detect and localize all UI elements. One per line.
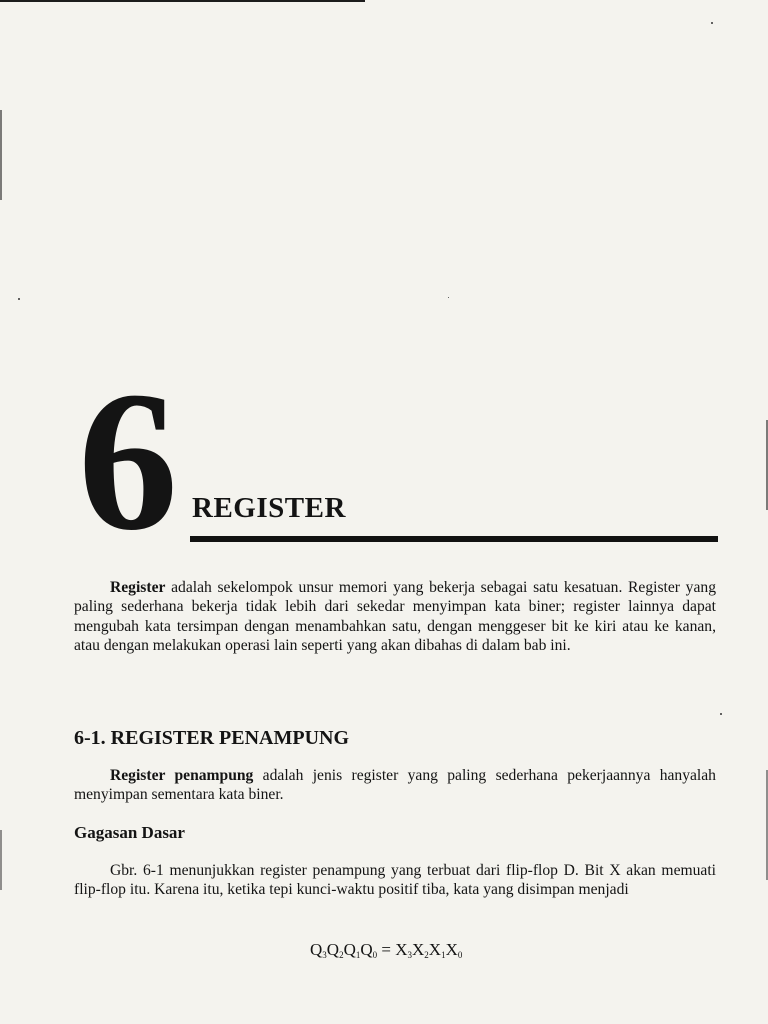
scan-artifact-top-line	[0, 0, 365, 2]
scan-artifact-left-edge	[0, 830, 2, 890]
section-text: adalah jenis register yang paling sederhana pekerjaannya hanyalah menyimpan sementara kata biner.	[74, 767, 716, 804]
scan-speck	[720, 713, 722, 715]
equation-q1: $Q_1$	[343, 940, 361, 960]
chapter-number: 6	[78, 351, 174, 572]
equation-q3: $Q_3$	[310, 940, 327, 960]
equation-operator: =	[381, 940, 391, 959]
scan-speck	[711, 22, 713, 24]
equation-x0: $X_0$	[445, 940, 463, 960]
scan-artifact-left-edge	[0, 110, 2, 200]
subsection-text: Gbr. 6-1 menunjukkan register penampung yang terbuat dari flip-flop D. Bit X akan memuati flip-flop itu. Karena itu, ketika tepi kunci-waktu positif tiba, kata yang disimpan menjadi	[74, 862, 716, 899]
equation-q0: $Q_0$	[360, 940, 378, 960]
equation-x3: $X_3$	[395, 940, 412, 960]
scan-speck	[18, 298, 20, 300]
intro-term: Register	[110, 579, 166, 596]
intro-paragraph	[74, 578, 716, 656]
subsection-heading: Gagasan Dasar	[74, 823, 185, 842]
subsection-paragraph	[74, 861, 716, 900]
chapter-title-rule	[190, 536, 718, 542]
intro-text: adalah sekelompok unsur memori yang bekerja sebagai satu kesatuan. Register yang paling sederhana bekerja tidak lebih dari sekedar menyimpan kata biner; register lainnya dapat mengubah kata tersimpan dengan menambahkan satu, dengan menggeser bit ke kiri atau ke kanan, atau dengan melakukan operasi lain seperti yang akan dibahas di dalam bab ini.	[74, 579, 716, 655]
section-paragraph	[74, 766, 716, 805]
equation-x2: $X_2$	[412, 940, 429, 960]
scan-speck	[448, 297, 449, 298]
section-term: Register penampung	[110, 767, 254, 784]
equation-q2: $Q_2$	[326, 940, 344, 960]
section-heading: 6-1. REGISTER PENAMPUNG	[74, 727, 350, 749]
equation	[310, 940, 462, 960]
chapter-title: REGISTER	[192, 492, 346, 524]
equation-x1: $X_1$	[428, 940, 446, 960]
